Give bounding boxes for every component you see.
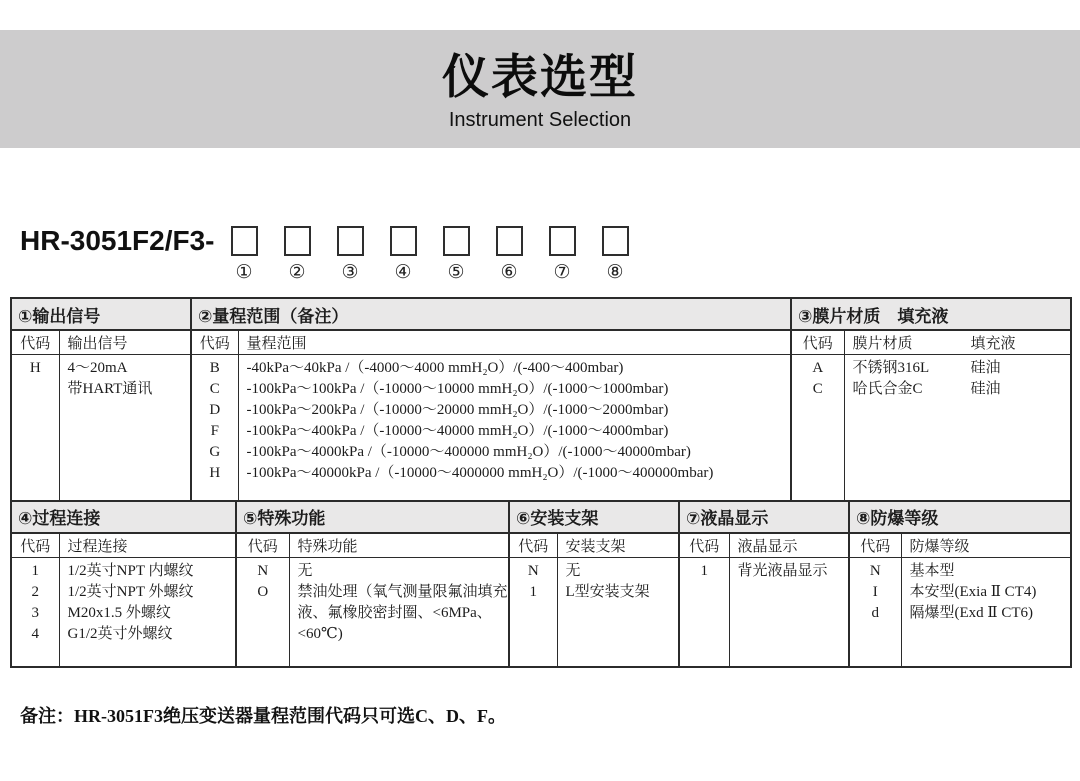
position-number-7: ⑦ xyxy=(553,262,571,283)
position-number-1: ① xyxy=(235,262,253,283)
code-box-7 xyxy=(549,226,576,256)
output-signal-codes xyxy=(11,355,59,501)
explosion-code: I xyxy=(872,583,878,600)
process-connection-code: 2 xyxy=(31,583,39,600)
explosion-code-header: 代码 xyxy=(849,533,901,558)
bracket-codes xyxy=(509,557,557,667)
position-number-3: ③ xyxy=(341,262,359,283)
process-connection-label: 1/2英寸NPT 外螺纹 xyxy=(67,583,194,600)
range-codes xyxy=(191,355,238,501)
range-code: H xyxy=(209,465,221,481)
top-body-row xyxy=(11,355,1071,501)
material-row xyxy=(853,358,1071,379)
position-number-8: ⑧ xyxy=(606,262,624,283)
model-position-7 xyxy=(536,226,589,284)
material-name: 哈氏合金C xyxy=(852,381,923,397)
page-title: 仪表选型 xyxy=(442,50,638,103)
model-position-1 xyxy=(218,226,271,284)
process-connection-label: M20x1.5 外螺纹 xyxy=(67,604,171,621)
section-header-special-function: ⑤特殊功能 xyxy=(236,501,509,533)
material-code: A xyxy=(812,360,824,376)
bracket-code: 1 xyxy=(529,583,537,600)
material-code-header: 代码 xyxy=(791,330,844,355)
position-number-2: ② xyxy=(288,262,306,283)
special-function-labels xyxy=(289,557,509,667)
model-code-boxes xyxy=(218,226,642,284)
special-function-code: N xyxy=(257,562,269,579)
bracket-label: L型安装支架 xyxy=(565,583,650,600)
material-codes xyxy=(791,355,844,501)
process-connection-code: 4 xyxy=(31,625,39,642)
process-connection-codes xyxy=(11,557,59,667)
range-label: -100kPa～200kPa /（-10000～20000 mmH₂O）/(-1000～2000mbar) xyxy=(246,402,669,418)
output-signal-labels xyxy=(59,355,191,501)
range-labels xyxy=(238,355,791,501)
output-signal-value-header: 输出信号 xyxy=(59,330,191,355)
material-labels xyxy=(844,355,1071,501)
special-function-label: 禁油处理（氧气测量限氟油填充液、氟橡胶密封圈、<6MPa、<60℃) xyxy=(297,583,508,642)
range-code: F xyxy=(210,423,219,439)
output-signal-code: H xyxy=(29,360,41,376)
range-label: -100kPa～40000kPa /（-10000～4000000 mmH₂O）/(-1000～400000mbar) xyxy=(246,465,714,481)
model-position-6 xyxy=(483,226,536,284)
code-box-1 xyxy=(231,226,258,256)
explosion-label: 本安型(Exia Ⅱ CT4) xyxy=(909,583,1037,600)
code-box-6 xyxy=(496,226,523,256)
top-section-header-row xyxy=(11,298,1071,330)
range-label: -100kPa～4000kPa /（-10000～400000 mmH₂O）/(-1000～40000mbar) xyxy=(246,444,691,460)
bracket-label: 无 xyxy=(565,562,581,579)
section-header-material: ③膜片材质 填充液 xyxy=(791,298,1071,330)
model-prefix: HR-3051F2/F3- xyxy=(20,225,215,256)
section-header-process-connection: ④过程连接 xyxy=(11,501,236,533)
bracket-code: N xyxy=(527,562,539,579)
model-position-3 xyxy=(324,226,377,284)
bracket-labels xyxy=(557,557,679,667)
output-signal-label: 带HART通讯 xyxy=(67,381,153,397)
model-position-8 xyxy=(589,226,642,284)
fluid-header: 填充液 xyxy=(970,336,1016,352)
range-label: -100kPa～100kPa /（-10000～10000 mmH₂O）/(-1000～1000mbar) xyxy=(246,381,669,397)
bracket-code-header: 代码 xyxy=(509,533,557,558)
display-codes xyxy=(679,557,729,667)
material-value-header xyxy=(844,330,1071,355)
code-box-2 xyxy=(284,226,311,256)
range-code: G xyxy=(209,444,221,460)
material-code: C xyxy=(812,381,823,397)
code-box-8 xyxy=(602,226,629,256)
display-labels xyxy=(729,557,849,667)
model-code-row xyxy=(20,222,642,284)
bottom-body-row xyxy=(11,557,1071,667)
section-header-display: ⑦液晶显示 xyxy=(679,501,849,533)
explosion-codes xyxy=(849,557,901,667)
process-connection-label: G1/2英寸外螺纹 xyxy=(67,625,173,642)
range-code: D xyxy=(209,402,221,418)
fill-fluid: 硅油 xyxy=(970,381,1001,397)
display-code: 1 xyxy=(700,562,708,579)
process-connection-code-header: 代码 xyxy=(11,533,59,558)
display-value-header: 液晶显示 xyxy=(729,533,849,558)
fill-fluid: 硅油 xyxy=(970,360,1001,376)
title-band xyxy=(0,30,1080,148)
selection-table-top xyxy=(10,297,1072,502)
special-function-value-header: 特殊功能 xyxy=(289,533,509,558)
process-connection-label: 1/2英寸NPT 内螺纹 xyxy=(67,562,194,579)
process-connection-code: 3 xyxy=(31,604,39,621)
process-connection-value-header: 过程连接 xyxy=(59,533,236,558)
explosion-code: d xyxy=(871,604,879,621)
bottom-subheader-row xyxy=(11,533,1071,558)
bottom-section-header-row xyxy=(11,501,1071,533)
material-name: 不锈钢316L xyxy=(852,360,930,376)
selection-table-bottom xyxy=(10,500,1072,669)
explosion-labels xyxy=(901,557,1071,667)
range-code: B xyxy=(209,360,220,376)
material-header: 膜片材质 xyxy=(852,336,913,352)
code-box-4 xyxy=(390,226,417,256)
top-subheader-row xyxy=(11,330,1071,355)
code-box-5 xyxy=(443,226,470,256)
explosion-code: N xyxy=(869,562,881,579)
model-position-4 xyxy=(377,226,430,284)
section-header-explosion: ⑧防爆等级 xyxy=(849,501,1071,533)
explosion-value-header: 防爆等级 xyxy=(901,533,1071,558)
section-header-range: ②量程范围（备注） xyxy=(191,298,791,330)
explosion-label: 隔爆型(Exd Ⅱ CT6) xyxy=(909,604,1034,621)
process-connection-labels xyxy=(59,557,236,667)
range-code: C xyxy=(209,381,220,397)
range-label: -40kPa～40kPa /（-4000～4000 mmH₂O）/(-400～400mbar) xyxy=(246,360,624,376)
position-number-5: ⑤ xyxy=(447,262,465,283)
section-header-output-signal: ①输出信号 xyxy=(11,298,191,330)
special-function-codes xyxy=(236,557,289,667)
range-label: -100kPa～400kPa /（-10000～40000 mmH₂O）/(-1000～4000mbar) xyxy=(246,423,669,439)
output-signal-label: 4～20mA xyxy=(67,360,128,376)
range-value-header: 量程范围 xyxy=(238,330,791,355)
process-connection-code: 1 xyxy=(31,562,39,579)
special-function-code-header: 代码 xyxy=(236,533,289,558)
special-function-label: 无 xyxy=(297,562,313,579)
output-signal-code-header: 代码 xyxy=(11,330,59,355)
display-code-header: 代码 xyxy=(679,533,729,558)
bracket-value-header: 安装支架 xyxy=(557,533,679,558)
selection-tables xyxy=(10,297,1070,668)
section-header-bracket: ⑥安装支架 xyxy=(509,501,679,533)
position-number-4: ④ xyxy=(394,262,412,283)
display-label: 背光液晶显示 xyxy=(737,562,828,579)
range-code-header: 代码 xyxy=(191,330,238,355)
position-number-6: ⑥ xyxy=(500,262,518,283)
special-function-code: O xyxy=(257,583,269,600)
model-position-2 xyxy=(271,226,324,284)
code-box-3 xyxy=(337,226,364,256)
footer-note: 备注：HR-3051F3绝压变送器量程范围代码只可选C、D、F。 xyxy=(20,706,506,726)
material-row xyxy=(853,379,1071,400)
explosion-label: 基本型 xyxy=(909,562,955,579)
model-position-5 xyxy=(430,226,483,284)
page-subtitle: Instrument Selection xyxy=(448,109,632,131)
